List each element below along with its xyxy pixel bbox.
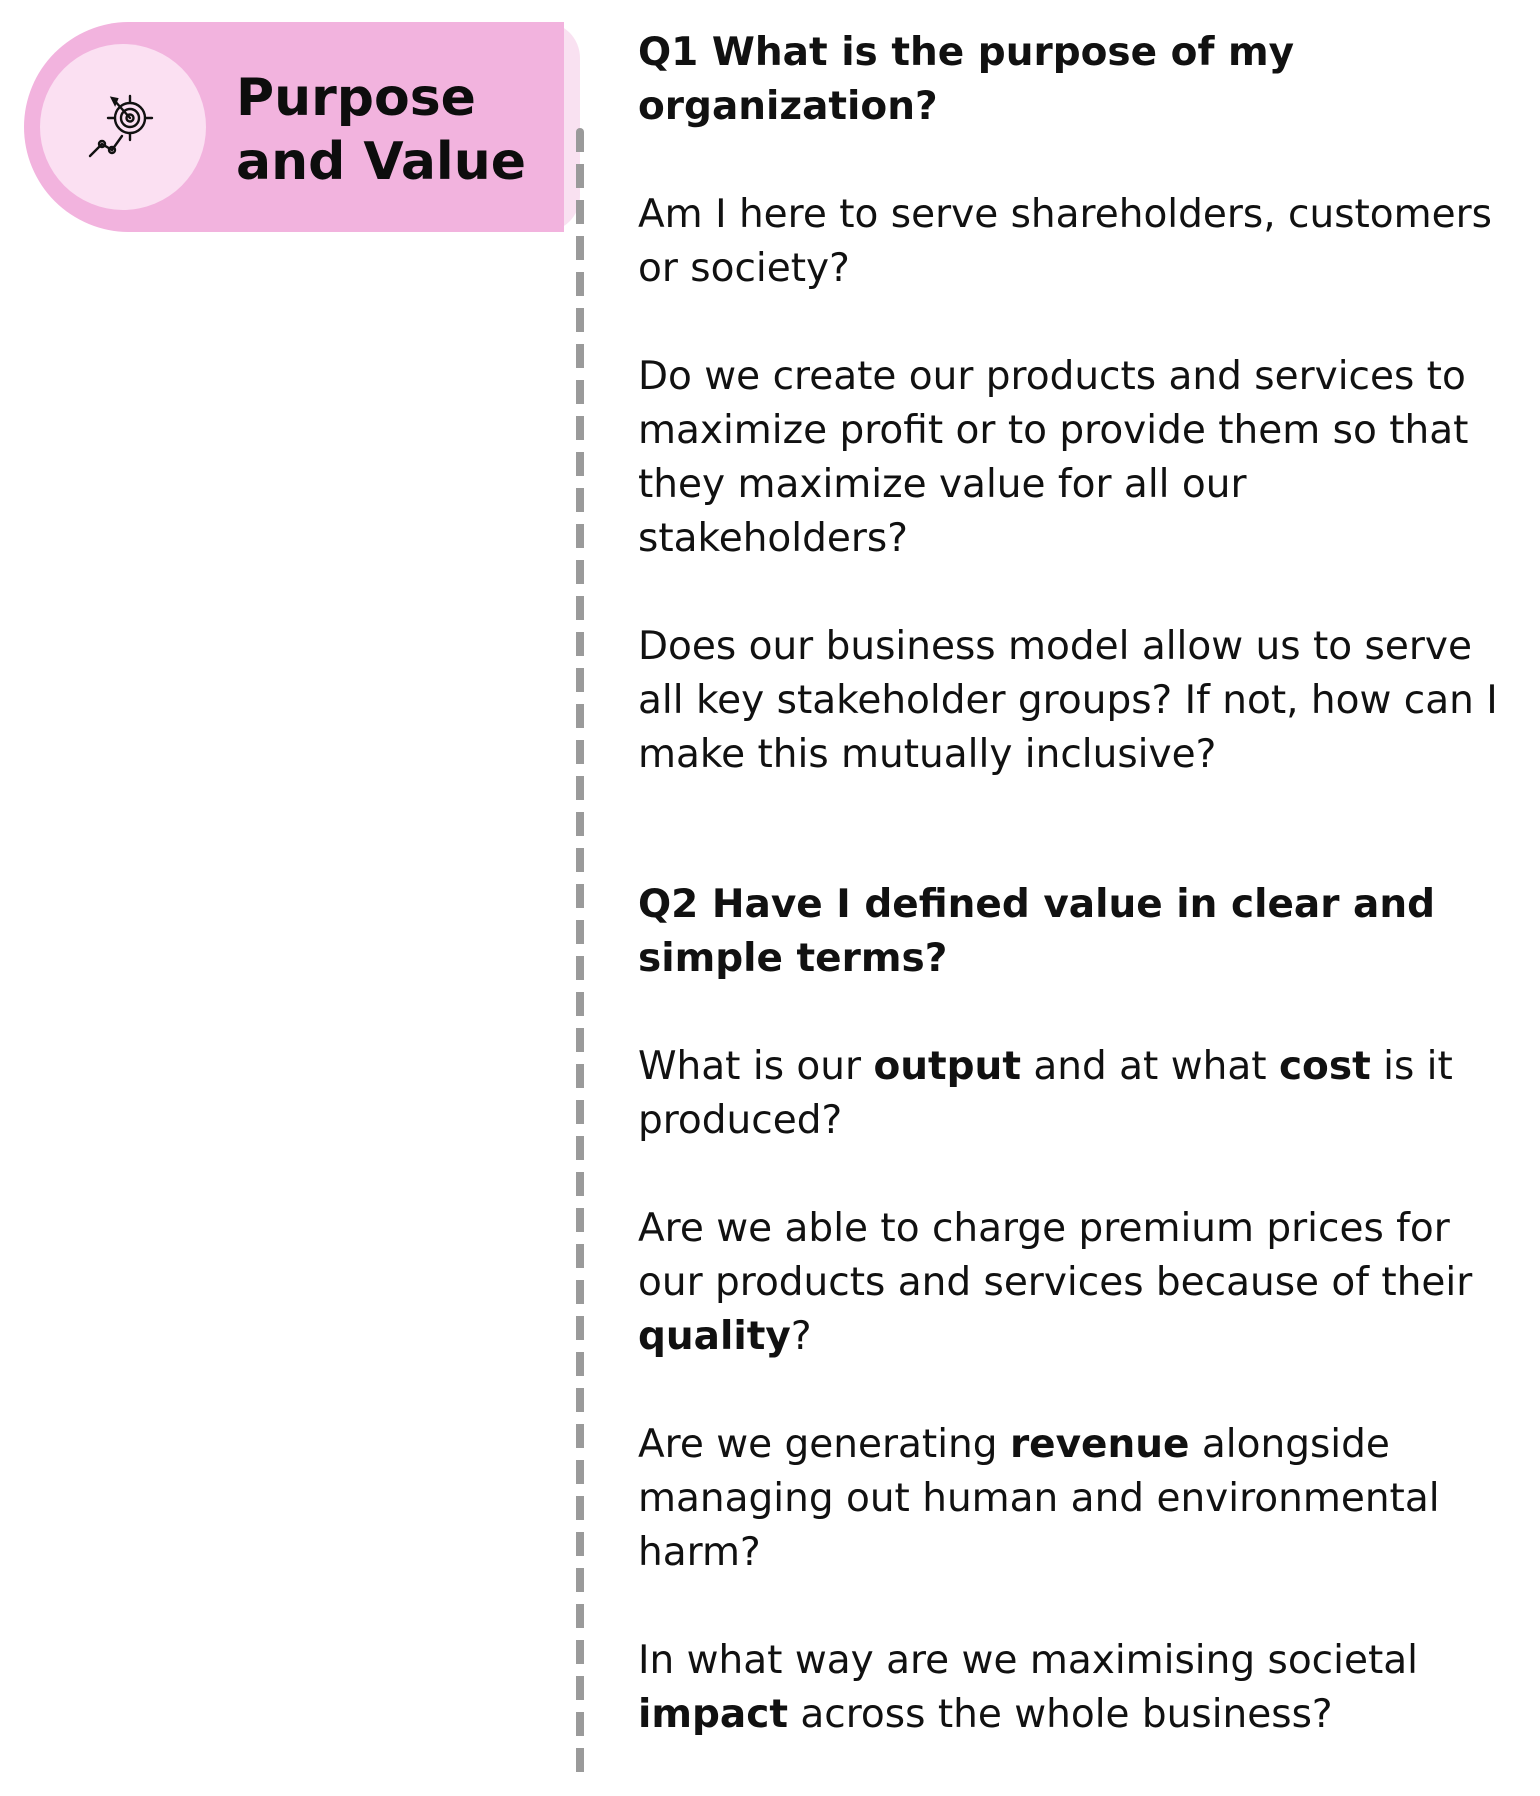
question-heading: Q2 Have I defined value in clear and simple terms? xyxy=(638,882,1436,981)
section-title: Purpose and Value xyxy=(236,68,527,192)
question-prompt: Am I here to serve shareholders, customers or society? xyxy=(638,192,1493,291)
question-prompt: What is our output and at what cost is it produced? xyxy=(638,1044,1453,1143)
question-prompt: Are we generating revenue alongside managing out human and environmental harm? xyxy=(638,1422,1440,1575)
emphasis-term: cost xyxy=(1278,1044,1371,1089)
question-prompt: In what way are we maximising societal impact across the whole business? xyxy=(638,1638,1418,1737)
emphasis-term: revenue xyxy=(1009,1422,1190,1467)
icon-badge xyxy=(40,44,206,210)
emphasis-term: output xyxy=(873,1044,1021,1089)
question-list xyxy=(638,26,1498,1796)
target-icon xyxy=(86,90,166,170)
question-prompt: Does our business model allow us to serve all key stakeholder groups? If not, how can I make this mutually inclusive? xyxy=(638,624,1498,777)
emphasis-term: impact xyxy=(638,1692,789,1737)
emphasis-term: quality xyxy=(638,1314,791,1359)
question-prompt: Do we create our products and services to maximize profit or to provide them so that they maximize value for all our stakeholders? xyxy=(638,354,1469,561)
dashed-divider xyxy=(576,128,584,1783)
question-prompt: Are we able to charge premium prices for our products and services because of their quality? xyxy=(638,1206,1473,1359)
question-heading: Q1 What is the purpose of my organization? xyxy=(638,30,1295,129)
